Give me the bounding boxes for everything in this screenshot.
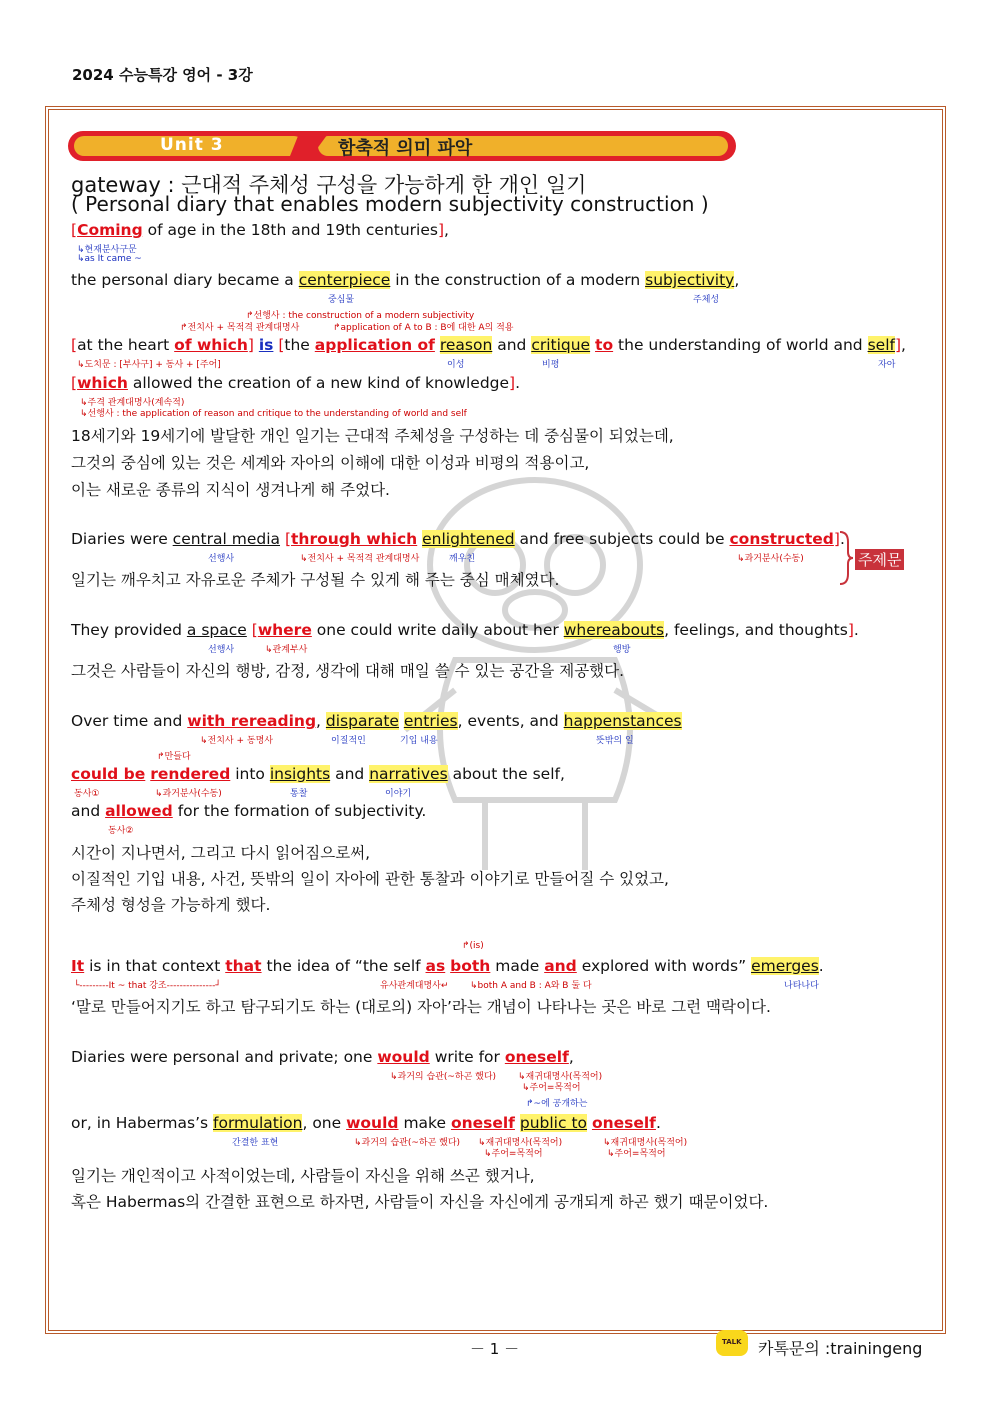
note-oneself2: ↳주어=목적어	[522, 1083, 581, 1093]
note-oneself6: ↳주어=목적어	[607, 1149, 666, 1159]
s4-line1: Over time and with rereading, disparate entries, events, and happenstances	[71, 712, 682, 730]
note-could-be: 동사①	[74, 789, 100, 799]
s1-line1: [Coming of age in the 18th and 19th centuries],	[71, 221, 449, 239]
note-oneself1: ↳재귀대명사(목적어)	[518, 1072, 603, 1082]
page-number: － 1 －	[470, 1340, 520, 1358]
kakaotalk-icon-label: TALK	[722, 1338, 742, 1346]
s6-line1: Diaries were personal and private; one would write for oneself,	[71, 1048, 574, 1066]
note-both: ↳both A and B : A와 B 둘 다	[470, 981, 592, 991]
note-subjectivity: 주체성	[693, 295, 720, 305]
note-it-that: └---------It ~ that 강조---------------┘	[74, 981, 221, 991]
s1-ko2: 그것의 중심에 있는 것은 세계와 자아의 이해에 대한 이성과 비평의 적용이고,	[71, 454, 590, 472]
s6-line2: or, in Habermas’s formulation, one would make oneself public to oneself.	[71, 1114, 661, 1132]
s2-ko: 일기는 깨우치고 자유로운 주체가 구성될 수 있게 해 주는 중심 매체였다.	[71, 571, 560, 589]
document-header: 2024 수능특강 영어 - 3강	[72, 66, 253, 84]
s1-note4: ↱전치사 + 목적격 관계대명사	[180, 323, 300, 333]
note-allowed: 동사②	[108, 826, 134, 836]
note-rereading: ↳전치사 + 동명사	[200, 736, 273, 746]
note-public: ↱~에 공개하는	[526, 1099, 588, 1109]
unit-label: Unit 3	[160, 135, 224, 155]
note-oneself3: ↳재귀대명사(목적어)	[478, 1138, 563, 1148]
s6-ko2: 혹은 Habermas의 간결한 표현으로 하자면, 사람들이 자신을 자신에게 공개되게 하곤 했기 때문이었다.	[71, 1193, 769, 1211]
s1-ko1: 18세기와 19세기에 발달한 개인 일기는 근대적 주체성을 구성하는 데 중심물이 되었는데,	[71, 427, 674, 445]
note-happenstances: 뜻밖의 일	[596, 736, 634, 746]
gateway-title: gateway : 근대적 주체성 구성을 가능하게 한 개인 일기	[71, 173, 587, 197]
s4-line2: could be rendered into insights and narratives about the self,	[71, 765, 565, 783]
note-whereabouts: 행방	[613, 645, 631, 655]
note-disparate: 이질적인	[331, 736, 366, 746]
note-formulation: 간결한 표현	[232, 1138, 279, 1148]
note-narratives: 이야기	[385, 789, 412, 799]
s1-note7: ↳주격 관계대명사(계속적)	[80, 398, 185, 408]
unit-banner	[68, 131, 736, 161]
note-would2: ↳과거의 습관(~하곤 했다)	[354, 1138, 461, 1148]
s1-line2: the personal diary became a centerpiece in the construction of a modern subjectivity,	[71, 271, 740, 289]
note-rendered: ↳과거분사(수동)	[155, 789, 222, 799]
s3-line: They provided a space [where one could write daily about her whereabouts, feelings, and thoughts].	[71, 621, 859, 639]
s1-line4: [which allowed the creation of a new kind of knowledge].	[71, 374, 521, 392]
note-as: 유사관계대명사↵	[380, 981, 449, 991]
s1-line3: [at the heart of which] is [the application of reason and critique to the understanding of world and self],	[71, 336, 906, 354]
note-reason: 이성	[447, 360, 465, 370]
s4-ko3: 주체성 형성을 가능하게 했다.	[71, 896, 271, 914]
note-constructed: ↳과거분사(수동)	[737, 554, 804, 564]
note-self: 자아	[878, 360, 896, 370]
s4-ko2: 이질적인 기입 내용, 사건, 뜻밖의 일이 자아에 관한 통찰과 이야기로 만들어질 수 있었고,	[71, 870, 669, 888]
s1-note1: ↳현재분사구문	[77, 245, 137, 255]
note-would: ↳과거의 습관(~하곤 했다)	[390, 1072, 497, 1082]
theme-sentence-badge: 주제문	[855, 549, 904, 570]
s1-note2: ↳as It came ~	[77, 254, 142, 264]
kakaotalk-icon	[716, 1330, 748, 1356]
s3-ko: 그것은 사람들이 자신의 행방, 감정, 생각에 대해 매일 쓸 수 있는 공간을 제공했다.	[71, 662, 625, 680]
s2-line: Diaries were central media [through which enlightened and free subjects could be constructed].	[71, 530, 845, 548]
note-media: 선행사	[208, 554, 235, 564]
s1-note6: ↳도치문 : [부사구] + 동사 + [주어]	[77, 360, 221, 370]
note-through-which: ↳전치사 + 목적격 관계대명사	[300, 554, 420, 564]
note-oneself4: ↳주어=목적어	[484, 1149, 543, 1159]
s1-note8: ↳선행사 : the application of reason and critique to the understanding of world and self	[80, 409, 467, 419]
note-oneself5: ↳재귀대명사(목적어)	[603, 1138, 688, 1148]
note-make: ↱만들다	[157, 752, 191, 762]
s5-ko: ‘말로 만들어지기도 하고 탐구되기도 하는 (대로의) 자아’라는 개념이 나타나는 곳은 바로 그런 맥락이다.	[71, 998, 771, 1016]
s4-line3: and allowed for the formation of subjectivity.	[71, 802, 427, 820]
s4-ko1: 시간이 지나면서, 그리고 다시 읽어짐으로써,	[71, 844, 371, 862]
note-where: ↳관계부사	[265, 645, 308, 655]
s1-note3: ↱선행사 : the construction of a modern subjectivity	[246, 311, 475, 321]
note-enlightened: 깨우친	[449, 554, 476, 564]
s6-ko1: 일기는 개인적이고 사적이었는데, 사람들이 자신을 위해 쓰곤 했거나,	[71, 1167, 535, 1185]
theme-brace	[838, 530, 854, 586]
gateway-subtitle: ( Personal diary that enables modern subjectivity construction )	[71, 192, 709, 216]
note-centerpiece: 중심물	[328, 295, 355, 305]
note-is: ↱(is)	[462, 941, 484, 951]
note-insights: 통찰	[290, 789, 308, 799]
s1-note5: ↱application of A to B : B에 대한 A의 적용	[333, 323, 514, 333]
note-space: 선행사	[208, 645, 235, 655]
unit-topic: 함축적 의미 파악	[338, 138, 473, 159]
note-emerges: 나타나다	[784, 981, 819, 991]
s5-line: It is in that context that the idea of “the self as both made and explored with words” emerges.	[71, 957, 824, 975]
note-critique: 비평	[542, 360, 560, 370]
note-entries: 기입 내용	[400, 736, 438, 746]
s1-ko3: 이는 새로운 종류의 지식이 생겨나게 해 주었다.	[71, 481, 390, 499]
contact-info: 카톡문의 :trainingeng	[758, 1339, 923, 1358]
